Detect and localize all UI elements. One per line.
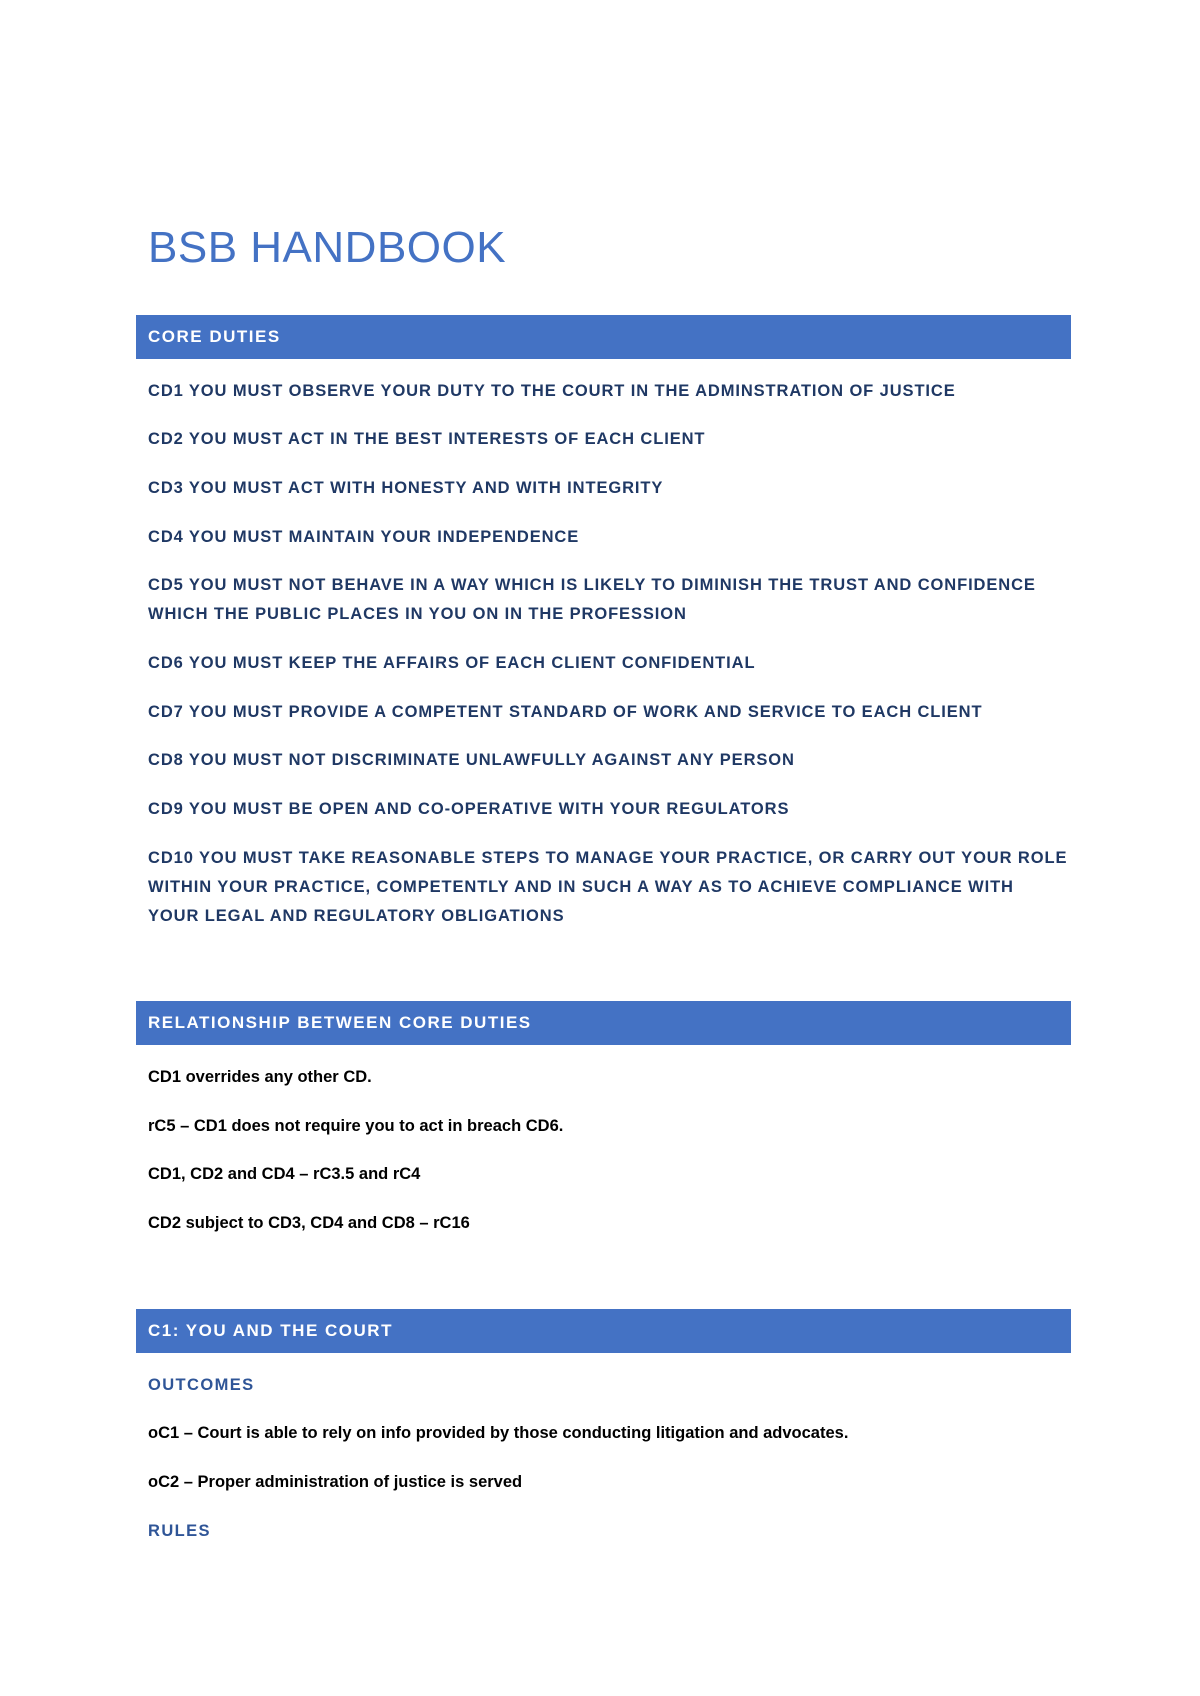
section-heading-c1: C1: YOU AND THE COURT (136, 1309, 1071, 1353)
core-duty-item: CD5 YOU MUST NOT BEHAVE IN A WAY WHICH IS LIKELY TO DIMINISH THE TRUST AND CONFIDENCE WHICH THE PUBLIC PLACES IN YOU ON IN THE PROFESSION (148, 576, 1036, 623)
rules-label: RULES (148, 1522, 211, 1540)
document-title: BSB HANDBOOK (148, 223, 507, 272)
core-duty-item: CD9 YOU MUST BE OPEN AND CO-OPERATIVE WITH YOUR REGULATORS (148, 800, 790, 818)
relationship-item: rC5 – CD1 does not require you to act in breach CD6. (148, 1117, 564, 1135)
section-heading-core-duties: CORE DUTIES (136, 315, 1071, 359)
relationship-item: CD1 overrides any other CD. (148, 1068, 372, 1086)
core-duty-item: CD1 YOU MUST OBSERVE YOUR DUTY TO THE COURT IN THE ADMINSTRATION OF JUSTICE (148, 382, 956, 400)
section-heading-relationship: RELATIONSHIP BETWEEN CORE DUTIES (136, 1001, 1071, 1045)
outcome-item: oC1 – Court is able to rely on info provided by those conducting litigation and advocates. (148, 1424, 849, 1442)
core-duty-item: CD10 YOU MUST TAKE REASONABLE STEPS TO MANAGE YOUR PRACTICE, OR CARRY OUT YOUR ROLE WITHIN YOUR PRACTICE, COMPETENTLY AND IN SUCH A WAY AS TO ACHIEVE COMPLIANCE WITH YOUR LEGAL AND REGULATORY OBLIGATIONS (148, 849, 1068, 925)
core-duty-item: CD4 YOU MUST MAINTAIN YOUR INDEPENDENCE (148, 528, 580, 546)
core-duty-item: CD3 YOU MUST ACT WITH HONESTY AND WITH INTEGRITY (148, 479, 664, 497)
outcomes-label: OUTCOMES (148, 1376, 255, 1394)
core-duty-item: CD8 YOU MUST NOT DISCRIMINATE UNLAWFULLY AGAINST ANY PERSON (148, 751, 795, 769)
core-duty-item: CD6 YOU MUST KEEP THE AFFAIRS OF EACH CLIENT CONFIDENTIAL (148, 654, 756, 672)
core-duty-item: CD2 YOU MUST ACT IN THE BEST INTERESTS OF EACH CLIENT (148, 430, 706, 448)
relationship-item: CD2 subject to CD3, CD4 and CD8 – rC16 (148, 1214, 470, 1232)
core-duty-item: CD7 YOU MUST PROVIDE A COMPETENT STANDARD OF WORK AND SERVICE TO EACH CLIENT (148, 703, 983, 721)
relationship-item: CD1, CD2 and CD4 – rC3.5 and rC4 (148, 1165, 421, 1183)
outcome-item: oC2 – Proper administration of justice is served (148, 1473, 523, 1491)
